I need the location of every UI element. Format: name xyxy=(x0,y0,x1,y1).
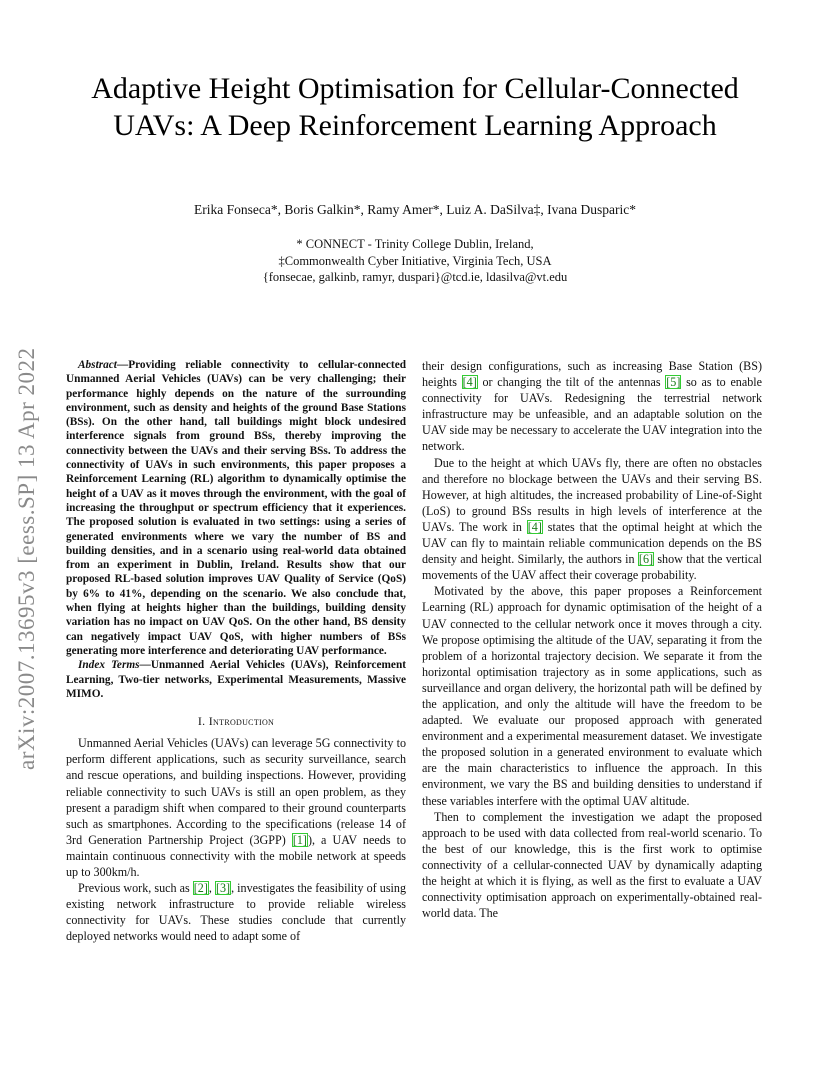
paragraph-text: Motivated by the above, this paper proposes a Reinforcement Learning (RL) approach for dynamic optimisation of the height of a UAV connected to the cellular network once it moves through a city. We propose optimising the altitude of the UAV, separating it from the problem of a horizontal trajectory decision. We separate it from the horizontal optimisation trajectory as in some applications, such as surveillance and organ delivery, the horizontal path will be defined by the application, and only the altitude will have the freedom to be adapted. We evaluate our proposed approach with generated environment and a experimental measurement dataset. We investigate the proposed solution in a generated environment to evaluate which are the main characteristics to influence the approach. In this environment, we vary the BS and building densities to understand if these variables interfere with the optimal UAV altitude. xyxy=(422,584,762,808)
paragraph-text: Previous work, such as xyxy=(78,881,193,896)
left-column xyxy=(66,358,406,944)
abstract-label: Abstract xyxy=(78,359,117,371)
paper-title: Adaptive Height Optimisation for Cellular-Connected UAVs: A Deep Reinforcement Learning Approach xyxy=(91,72,739,142)
index-terms xyxy=(66,658,406,701)
right-column xyxy=(422,358,762,921)
paragraph-text: Then to complement the investigation we adapt the proposed approach to be used with data collected from real-world scenario. To the best of our knowledge, this is the first work to optimise connectivity of a cellular-connected UAV by dynamically adapting the height at which it is flying, as well as the first to evaluate a UAV connectivity optimisation approach on experimentally-obtained real-world data. The xyxy=(422,809,762,921)
citation-link[interactable]: [2] xyxy=(193,881,208,896)
paragraph-text: Unmanned Aerial Vehicles (UAVs) can leverage 5G connectivity to perform different applications, such as security surveillance, search and rescue operations, and building inspections. However, providing reliable connectivity to such UAVs is still an open problem, as they present a paradigm shift when compared to their ground counterparts such as smartphones. According to the specifications (release 14 of 3rd Generation Partnership Project (3GPP) xyxy=(66,736,406,847)
paragraph-text: ), a UAV needs to maintain continuous connectivity with the mobile network at speeds up to 300km/h. xyxy=(66,832,406,879)
index-terms-text: —Unmanned Aerial Vehicles (UAVs), Reinforcement Learning, Two-tier networks, Experimental Measurements, Massive MIMO. xyxy=(66,659,406,700)
paragraph xyxy=(422,809,762,922)
citation-link[interactable]: [4] xyxy=(527,519,542,534)
paragraph xyxy=(422,358,762,455)
paragraph xyxy=(422,455,762,584)
right-body xyxy=(422,358,762,921)
paragraph-text: show that the vertical movements of the UAV affect their coverage probability. xyxy=(422,552,763,583)
citation-link[interactable]: [5] xyxy=(666,375,681,390)
paragraph-text: so as to enable connectivity for UAVs. Redesigning the terrestrial network infrastructure may be unfeasible, and an adaptable solution on the UAV side may be necessary to accelerate the UAV integration into the network. xyxy=(422,375,762,454)
paragraph xyxy=(66,880,406,944)
affiliation-line: ‡Commonwealth Cyber Initiative, Virginia Tech, USA xyxy=(278,253,552,268)
citation-link[interactable]: [3] xyxy=(215,881,231,896)
paragraph-text: their design configurations, such as increasing Base Station (BS) heights xyxy=(422,359,762,390)
author-list: Erika Fonseca*, Boris Galkin*, Ramy Amer*, Luiz A. DaSilva‡, Ivana Dusparic* xyxy=(193,202,637,217)
paragraph-text: or changing the tilt of the antennas xyxy=(477,375,666,390)
affiliation-line: * CONNECT - Trinity College Dublin, Ireland, xyxy=(296,237,534,251)
arxiv-stamp: arXiv:2007.13695v3 [eess.SP] 13 Apr 2022 xyxy=(14,347,39,770)
paragraph-text: Due to the height at which UAVs fly, there are often no obstacles and therefore no blockage between the UAVs and their serving BS. However, at high altitudes, the increased probability of Line-of-Sight (LoS) to ground BSs results in high levels of interference at the UAVs. The work in xyxy=(422,455,762,534)
paragraph-text: , investigates the feasibility of using existing network infrastructure to provide reliable wireless connectivity for UAVs. These studies conclude that currently deployed networks would need to adapt some of xyxy=(66,881,406,944)
affiliations xyxy=(60,236,770,286)
section-heading: I. Introduction xyxy=(197,714,275,729)
citation-link[interactable]: [4] xyxy=(462,375,477,390)
abstract xyxy=(66,358,406,658)
citation-link[interactable]: [6] xyxy=(638,552,654,567)
paragraph xyxy=(66,735,406,880)
left-body xyxy=(66,735,406,944)
abstract-text: —Providing reliable connectivity to cellular-connected Unmanned Aerial Vehicles (UAVs) can be very challenging; their performance highly depends on the nature of the surrounding environment, such as density and heights of the ground Base Stations (BSs). On the other hand, tall buildings might block undesired interference signals from ground BSs, thereby improving the connectivity between the UAVs and their serving BSs. To address the connectivity of UAVs in such environments, this paper proposes a Reinforcement Learning (RL) algorithm to dynamically optimise the height of a UAV as it moves through the environment, with the goal of increasing the throughput or spectrum efficiency that it experiences. The proposed solution is evaluated in two settings: using a series of generated environments where we vary the number of BS and building densities, and in a scenario using real-world data obtained from an experiment in Dublin, Ireland. Results show that our proposed RL-based solution improves UAV Quality of Service (QoS) by 6% to 41%, depending on the scenario. We also conclude that, when flying at heights higher than the buildings, building density variation has no impact on UAV QoS. On the other hand, BS density can negatively impact UAV QoS, with higher numbers of BSs generating more interference and deteriorating UAV performance. xyxy=(66,359,406,657)
affiliation-emails: {fonsecae, galkinb, ramyr, duspari}@tcd.ie, ldasilva@vt.edu xyxy=(262,270,568,284)
paragraph xyxy=(422,583,762,808)
index-terms-label: Index Terms xyxy=(78,659,140,672)
paragraph-text: states that the optimal height at which the UAV can fly to maintain reliable communication depends on the BS density and height. Similarly, the authors in xyxy=(422,519,763,567)
paragraph-text: , xyxy=(208,881,215,896)
citation-link[interactable]: [1] xyxy=(292,832,307,847)
